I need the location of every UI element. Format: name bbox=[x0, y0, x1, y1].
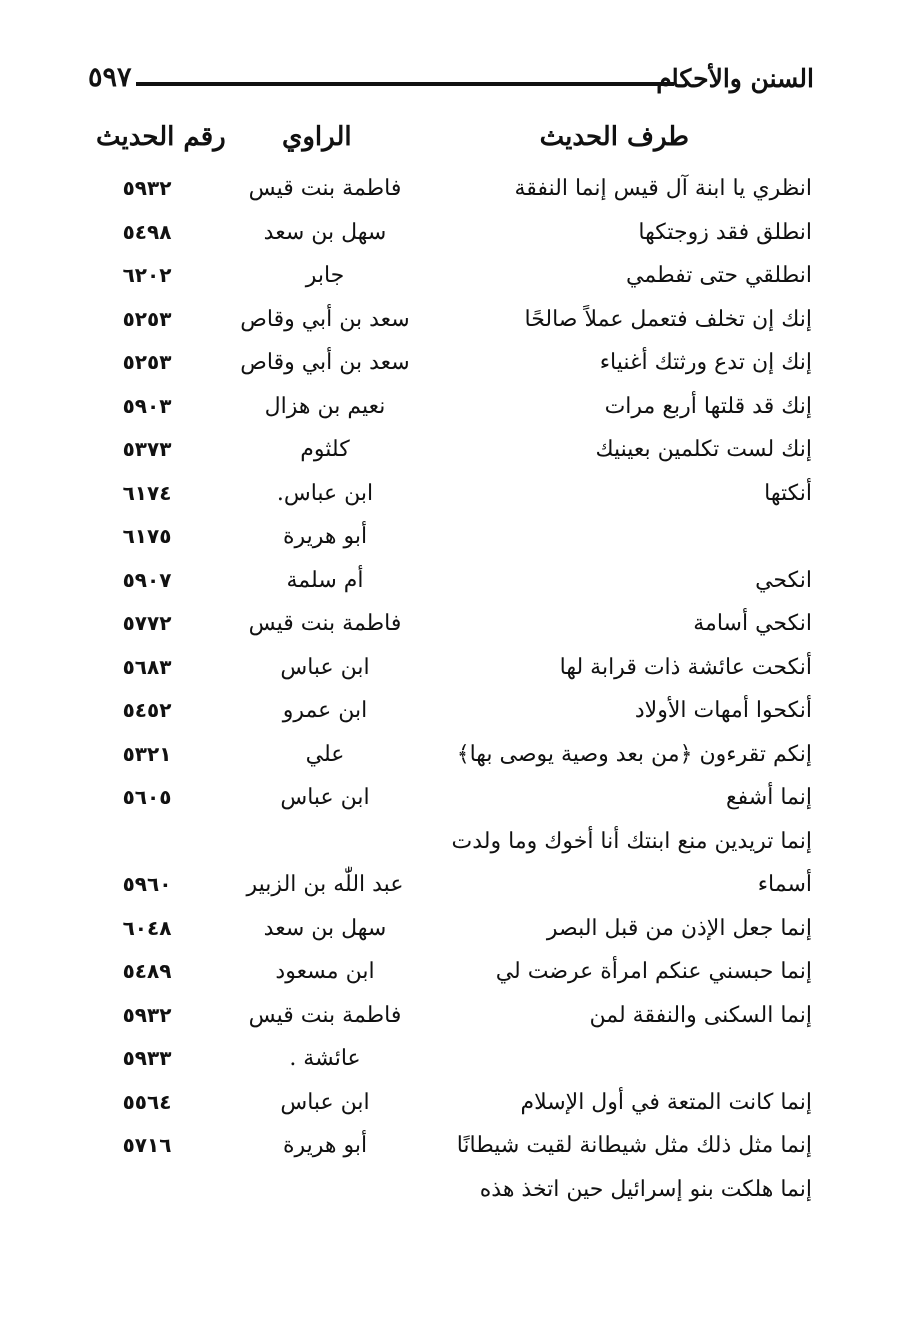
narrator-name: نعيم بن هزال bbox=[264, 393, 386, 419]
table-row bbox=[0, 607, 919, 651]
table-row bbox=[0, 346, 919, 390]
narrator-name: ابن عباس bbox=[280, 785, 370, 810]
hadith-text: أنكتها bbox=[764, 480, 812, 506]
narrator-name: سعد بن أبي وقاص bbox=[240, 350, 410, 375]
table-row bbox=[0, 433, 919, 477]
hadith-text: انكحي bbox=[755, 567, 812, 593]
hadith-text: إنك إن تخلف فتعمل عملاً صالحًا bbox=[524, 306, 812, 332]
narrator-name: عبد اللّٰه بن الزبير bbox=[246, 872, 404, 897]
hadith-text: إنما كانت المتعة في أول الإسلام bbox=[520, 1089, 812, 1115]
hadith-number: ٦٢٠٢ bbox=[122, 263, 172, 287]
hadith-text: انطلقي حتى تفطمي bbox=[626, 263, 812, 288]
hadith-text: إنك قد قلتها أربع مرات bbox=[604, 393, 812, 419]
narrator-name: ابن عباس bbox=[280, 654, 370, 680]
narrator-name: فاطمة بنت قيس bbox=[248, 611, 402, 636]
narrator-name: علي bbox=[305, 741, 345, 767]
narrator-name: ابن عباس. bbox=[276, 480, 374, 506]
hadith-text: أسماء bbox=[757, 872, 812, 897]
table-row bbox=[0, 651, 919, 695]
hadith-number: ٦٠٤٨ bbox=[122, 915, 172, 940]
narrator-name: كلثوم bbox=[300, 437, 350, 462]
narrator-name: أبو هريرة bbox=[282, 524, 368, 549]
hadith-number: ٥٢٥٣ bbox=[122, 350, 172, 374]
table-row bbox=[0, 1042, 919, 1086]
hadith-text: إنما جعل الإذن من قبل البصر bbox=[546, 915, 812, 941]
table-row bbox=[0, 825, 919, 869]
hadith-text: انكحي أسامة bbox=[693, 611, 812, 636]
hadith-text: إنما تريدين منع ابنتك أنا أخوك وما ولدت bbox=[451, 828, 812, 854]
hadith-number: ٥٦٨٣ bbox=[122, 654, 172, 679]
hadith-number: ٥٩٠٣ bbox=[122, 393, 172, 418]
hadith-number: ٥٤٩٨ bbox=[122, 219, 172, 244]
hadith-number: ٥٦٠٥ bbox=[122, 785, 172, 809]
table-row bbox=[0, 172, 919, 216]
hadith-number: ٥٤٨٩ bbox=[122, 959, 172, 983]
hadith-number: ٥٩٣٣ bbox=[122, 1046, 172, 1070]
table-row bbox=[0, 216, 919, 260]
hadith-number: ٥٤٥٢ bbox=[122, 698, 172, 722]
hadith-text: إنما السكنى والنفقة لمن bbox=[589, 1002, 812, 1028]
hadith-text: إنكم تقرءون ﴿من بعد وصية يوصى بها﴾ bbox=[456, 741, 812, 767]
hadith-number: ٦١٧٤ bbox=[122, 480, 172, 505]
table-row bbox=[0, 390, 919, 434]
column-headers bbox=[0, 122, 919, 166]
hadith-number: ٥٢٥٣ bbox=[122, 306, 172, 331]
hadith-text: إنما هلكت بنو إسرائيل حين اتخذ هذه bbox=[479, 1176, 812, 1202]
page-number: ٥٩٧ bbox=[88, 62, 132, 93]
table-row bbox=[0, 1173, 919, 1217]
hadith-number: ٥٧١٦ bbox=[122, 1133, 172, 1157]
hadith-number: ٥٩٠٧ bbox=[122, 567, 172, 592]
narrator-name: فاطمة بنت قيس bbox=[248, 1002, 402, 1028]
hadith-text: أنكحوا أمهات الأولاد bbox=[634, 698, 812, 723]
column-header-narrator: الراوي bbox=[282, 122, 352, 152]
hadith-text: إنك لست تكلمين بعينيك bbox=[595, 437, 812, 462]
narrator-name: عائشة . bbox=[289, 1046, 361, 1071]
table-row bbox=[0, 1129, 919, 1173]
column-header-number: رقم الحديث bbox=[96, 122, 226, 152]
book-title: السنن والأحكام bbox=[656, 64, 814, 93]
narrator-name: ابن مسعود bbox=[275, 959, 375, 984]
narrator-name: ابن عمرو bbox=[282, 698, 368, 723]
narrator-name: ابن عباس bbox=[280, 1089, 370, 1115]
header-rule bbox=[136, 82, 674, 86]
hadith-text: إنك إن تدع ورثتك أغنياء bbox=[599, 350, 812, 375]
hadith-number: ٥٩٣٢ bbox=[122, 1002, 172, 1027]
table-row bbox=[0, 694, 919, 738]
table-row bbox=[0, 781, 919, 825]
hadith-text: إنما مثل ذلك مثل شيطانة لقيت شيطانًا bbox=[456, 1133, 812, 1158]
column-header-hadith: طرف الحديث bbox=[539, 122, 689, 152]
hadith-text: انظري يا ابنة آل قيس إنما النفقة bbox=[514, 176, 812, 201]
table-row bbox=[0, 955, 919, 999]
narrator-name: سهل بن سعد bbox=[263, 219, 387, 245]
hadith-text: أنكحت عائشة ذات قرابة لها bbox=[559, 654, 812, 680]
narrator-name: سهل بن سعد bbox=[263, 915, 387, 941]
narrator-name: أبو هريرة bbox=[282, 1133, 368, 1158]
hadith-number: ٥٥٦٤ bbox=[122, 1089, 172, 1114]
table-row bbox=[0, 738, 919, 782]
table-row bbox=[0, 259, 919, 303]
table-row bbox=[0, 477, 919, 521]
hadith-text: إنما أشفع bbox=[725, 785, 812, 810]
page-header bbox=[80, 62, 814, 102]
table-row bbox=[0, 868, 919, 912]
narrator-name: أم سلمة bbox=[286, 567, 364, 593]
table-row bbox=[0, 520, 919, 564]
hadith-number: ٥٩٣٢ bbox=[122, 176, 172, 200]
hadith-number: ٦١٧٥ bbox=[122, 524, 172, 548]
hadith-text: إنما حبسني عنكم امرأة عرضت لي bbox=[495, 959, 812, 984]
narrator-name: سعد بن أبي وقاص bbox=[240, 306, 410, 332]
hadith-number: ٥٩٦٠ bbox=[122, 872, 172, 896]
hadith-number: ٥٣٢١ bbox=[122, 741, 172, 766]
table-row bbox=[0, 564, 919, 608]
hadith-number: ٥٣٧٣ bbox=[122, 437, 172, 461]
narrator-name: فاطمة بنت قيس bbox=[248, 176, 402, 201]
table-row bbox=[0, 912, 919, 956]
narrator-name: جابر bbox=[305, 263, 345, 288]
table-row bbox=[0, 1086, 919, 1130]
table-row bbox=[0, 999, 919, 1043]
index-table bbox=[0, 172, 919, 1216]
hadith-text: انطلق فقد زوجتكها bbox=[638, 219, 812, 245]
hadith-number: ٥٧٧٢ bbox=[122, 611, 172, 635]
table-row bbox=[0, 303, 919, 347]
